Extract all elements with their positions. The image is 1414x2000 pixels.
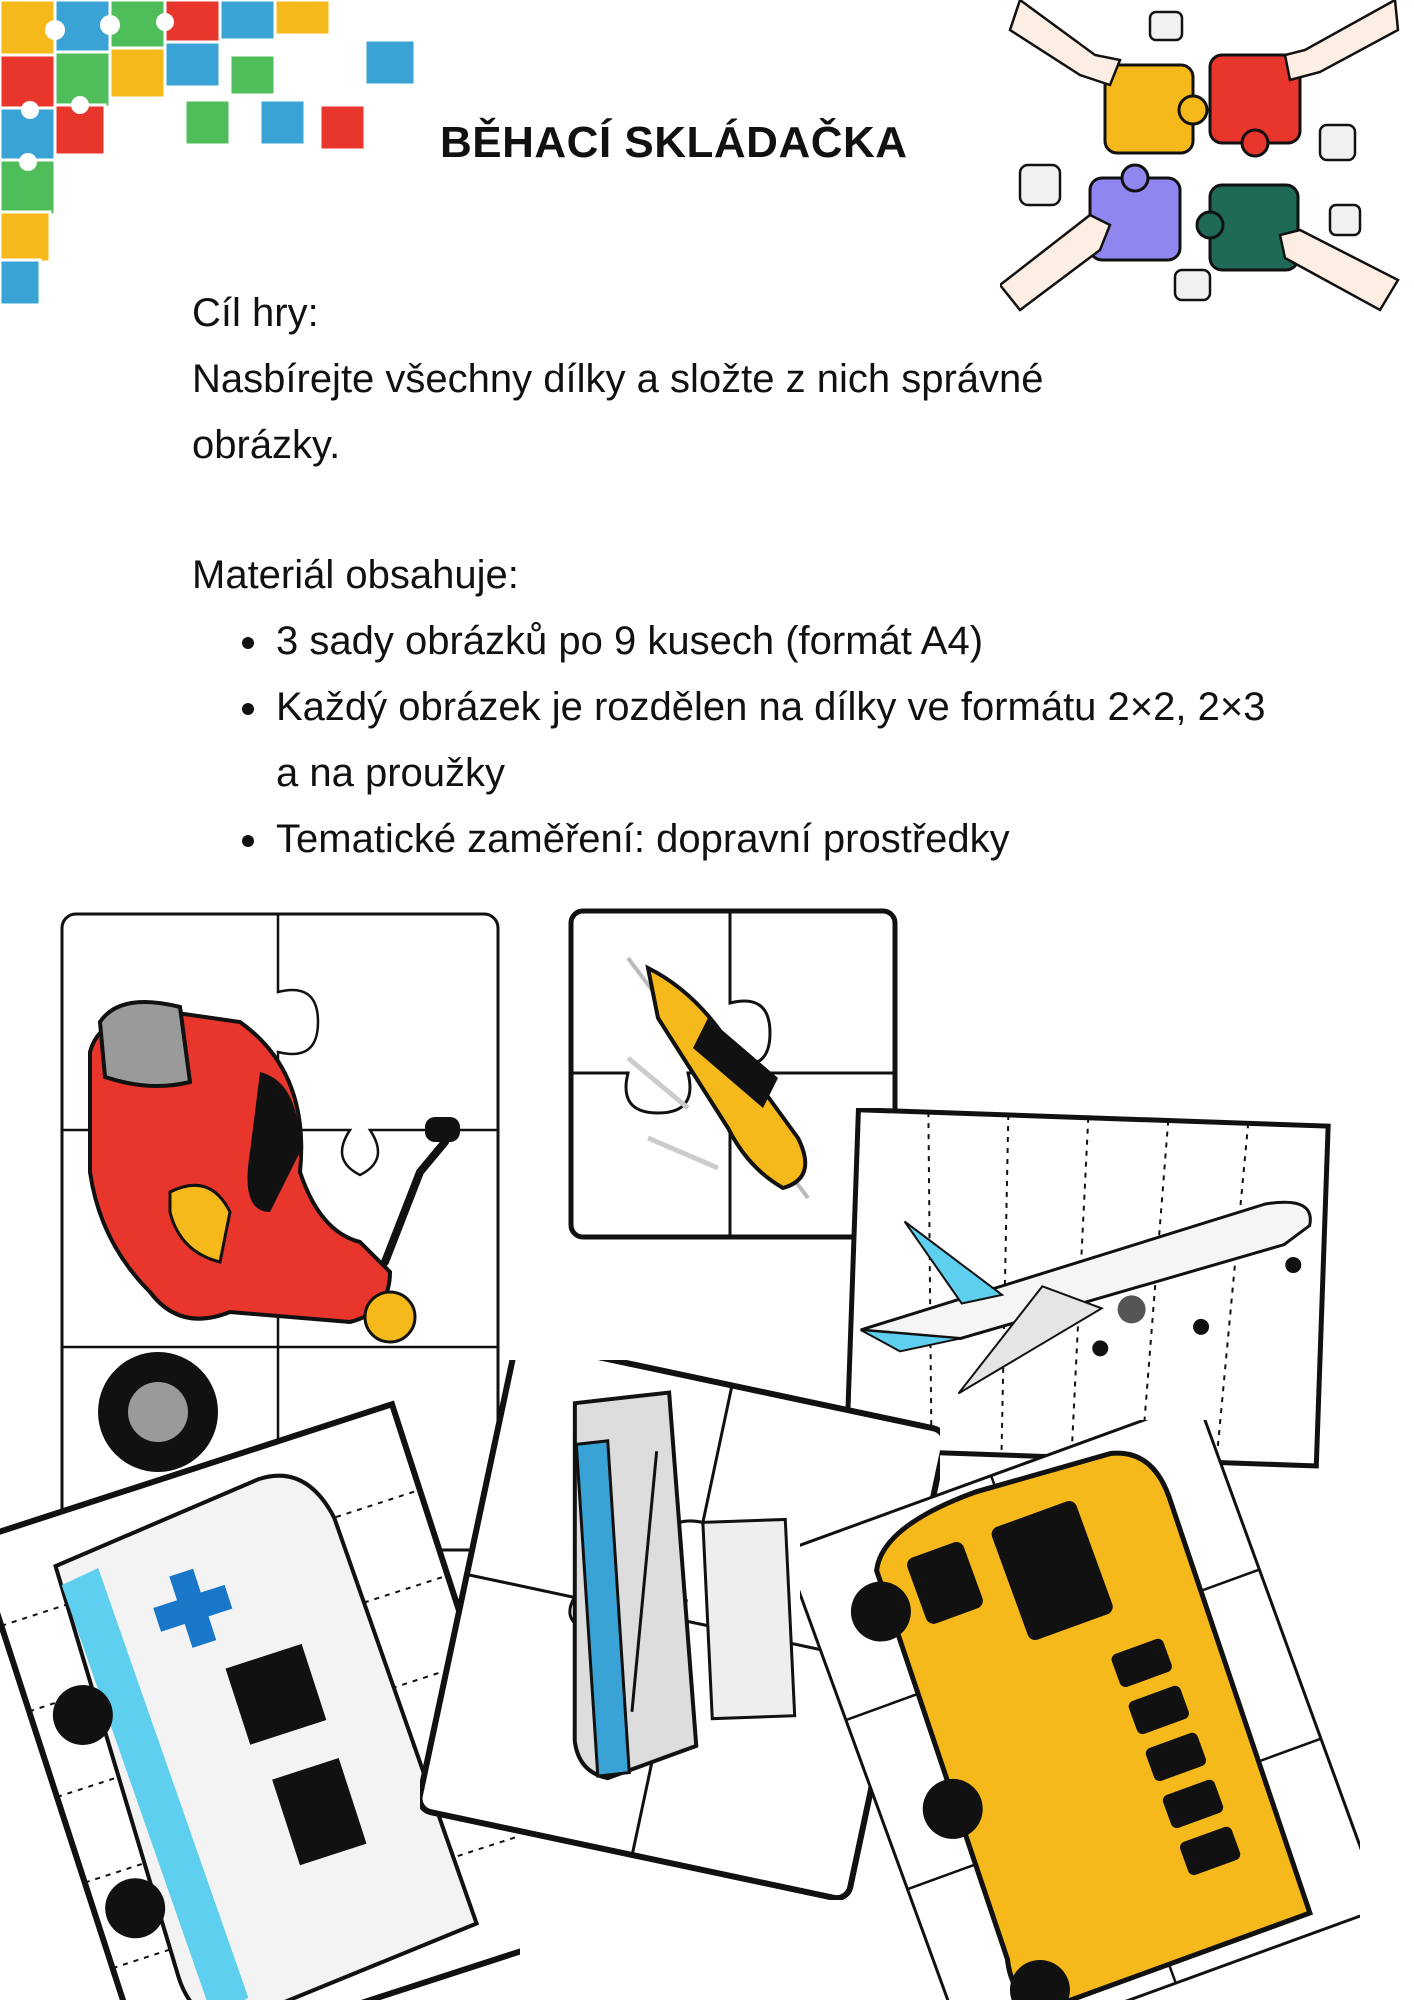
material-item: • 3 sady obrázků po 9 kusech (formát A4) [272,608,1272,674]
hands-holding-puzzle-illustration [1000,0,1400,320]
material-heading: Materiál obsahuje: [192,553,519,597]
goal-text: Nasbírejte všechny dílky a složte z nich správné obrázky. [192,357,1044,467]
page-title: BĚHACÍ SKLÁDAČKA [440,118,908,167]
material-item: • Každý obrázek je rozdělen na dílky ve formátu 2×2, 2×3 a na proužky [272,674,1272,806]
material-list [232,608,1272,872]
puzzle-pieces-corner-illustration [0,0,440,320]
goal-heading: Cíl hry: [192,291,319,335]
school-bus-puzzle-illustration [800,1420,1360,2000]
material-item: • Tematické zaměření: dopravní prostředky [272,806,1272,872]
